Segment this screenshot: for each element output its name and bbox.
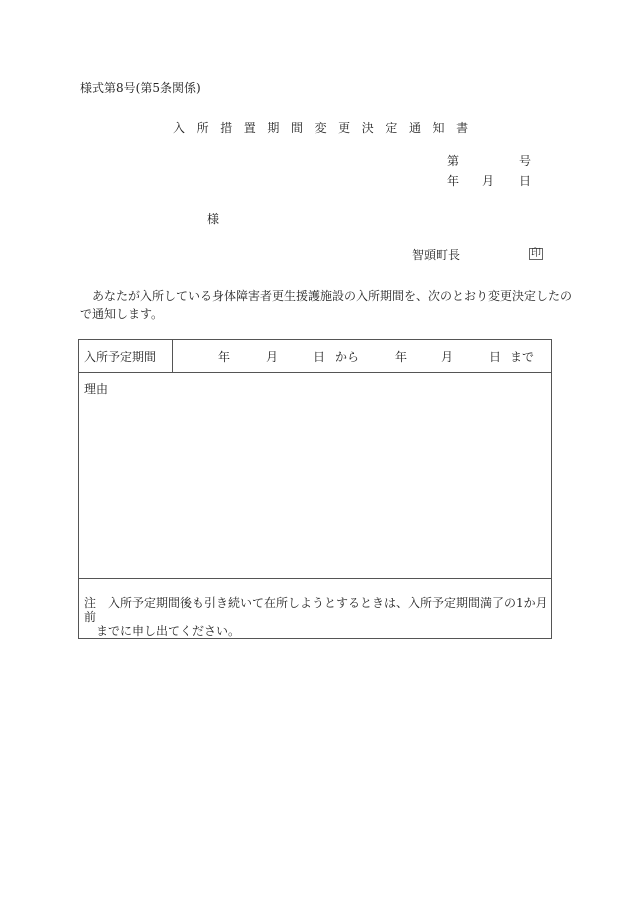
from-day: 日 <box>313 350 326 364</box>
date-year: 年 <box>447 174 460 188</box>
period-label: 入所予定期間 <box>79 340 173 373</box>
to-day: 日 <box>489 350 502 364</box>
form-number: 様式第8号(第5条関係) <box>80 81 201 95</box>
title-char: 定 <box>385 121 398 135</box>
title-char: 期 <box>267 121 280 135</box>
doc-number-suffix: 号 <box>519 154 532 168</box>
reason-label: 理由 <box>84 382 109 396</box>
title-char: 知 <box>432 121 445 135</box>
from-suffix: から <box>335 350 360 364</box>
title-char: 書 <box>456 121 469 135</box>
to-month: 月 <box>441 350 454 364</box>
period-value <box>173 340 552 373</box>
title-char: 置 <box>243 121 256 135</box>
document-title <box>173 121 480 135</box>
doc-number-prefix: 第 <box>447 154 460 168</box>
title-char: 更 <box>338 121 351 135</box>
seal-mark: 印 <box>531 248 541 259</box>
from-month: 月 <box>266 350 279 364</box>
reason-cell <box>79 373 552 579</box>
body-line-1: あなたが入所している身体障害者更生援護施設の入所期間を、次のとおり変更決定したの <box>92 289 573 303</box>
title-char: 所 <box>196 121 209 135</box>
to-suffix: まで <box>510 350 535 364</box>
date-day: 日 <box>519 174 532 188</box>
from-year: 年 <box>218 350 231 364</box>
to-year: 年 <box>395 350 408 364</box>
date-month: 月 <box>482 174 495 188</box>
note-cell <box>79 579 552 639</box>
note-line-1: 注 入所予定期間後も引き続いて在所しようとするときは、入所予定期間満了の1か月前 <box>84 596 548 624</box>
title-char: 間 <box>290 121 303 135</box>
note-line-2: までに申し出てください。 <box>96 624 241 638</box>
body-line-2: で通知します。 <box>80 307 164 321</box>
issuer-name: 智頭町長 <box>412 248 461 262</box>
title-char: 変 <box>314 121 327 135</box>
title-char: 入 <box>173 121 186 135</box>
title-char: 通 <box>408 121 421 135</box>
title-char: 措 <box>220 121 233 135</box>
addressee-suffix: 様 <box>207 212 220 226</box>
notice-table <box>78 339 552 639</box>
title-char: 決 <box>361 121 374 135</box>
